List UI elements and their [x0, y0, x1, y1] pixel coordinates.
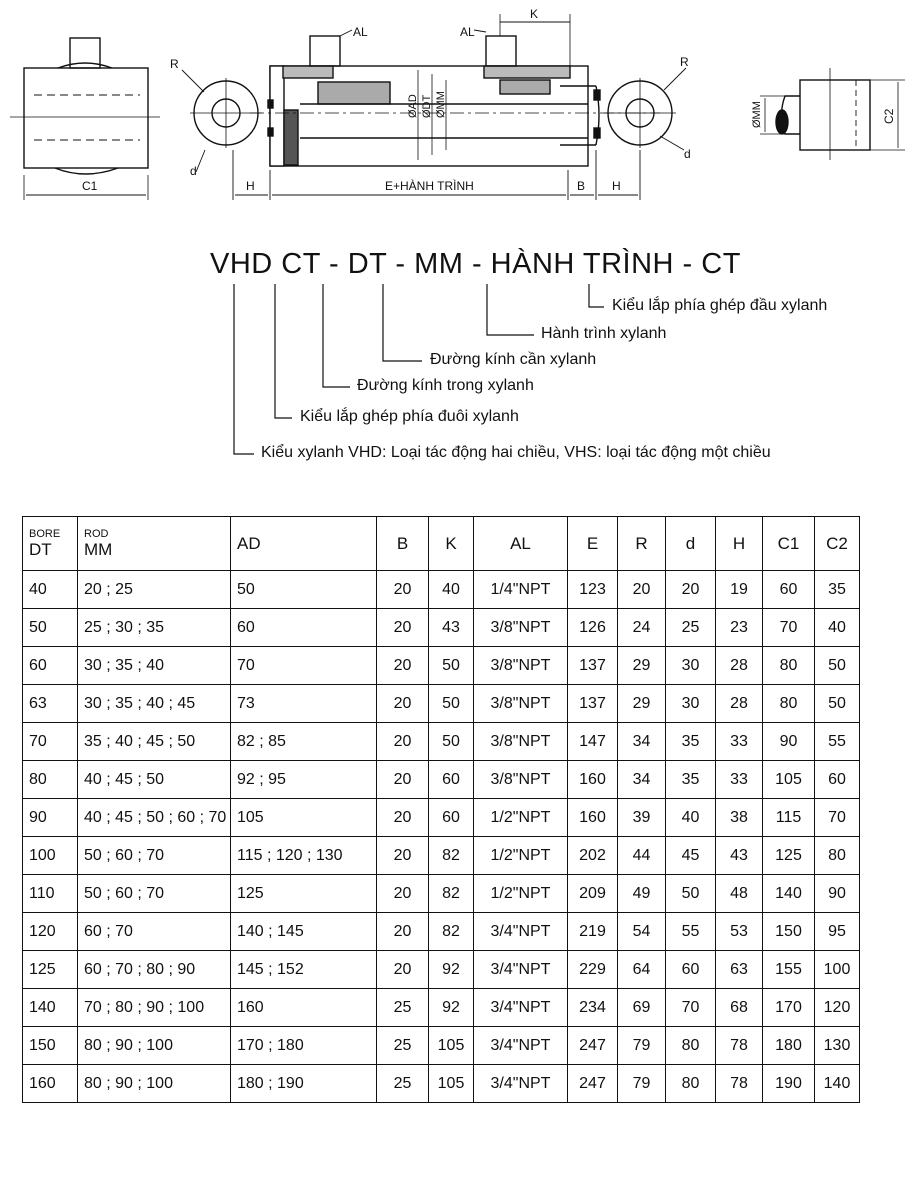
- h-right-label: H: [612, 179, 621, 193]
- cell-b: 20: [377, 875, 429, 913]
- cell-al: 3/8"NPT: [474, 647, 568, 685]
- cell-b: 25: [377, 1065, 429, 1103]
- cell-al: 3/4"NPT: [474, 989, 568, 1027]
- cell-ad: 180 ; 190: [231, 1065, 377, 1103]
- cell-h: 43: [716, 837, 763, 875]
- cell-r: 44: [618, 837, 666, 875]
- table-row: [23, 951, 860, 989]
- cell-c2: 130: [815, 1027, 860, 1065]
- d-right-label: d: [684, 147, 691, 161]
- cell-bore: 40: [23, 571, 78, 609]
- legend-item: Kiểu lắp ghép phía đuôi xylanh: [300, 408, 519, 425]
- table-row: [23, 685, 860, 723]
- header-rod-top: ROD: [84, 527, 109, 540]
- table-body: [23, 571, 860, 1103]
- cell-r: 79: [618, 1027, 666, 1065]
- cell-rod: 40 ; 45 ; 50 ; 60 ; 70: [78, 799, 231, 837]
- cell-b: 20: [377, 951, 429, 989]
- cell-k: 50: [429, 685, 474, 723]
- table-row: [23, 875, 860, 913]
- cell-c1: 115: [763, 799, 815, 837]
- cell-bore: 90: [23, 799, 78, 837]
- cell-b: 20: [377, 571, 429, 609]
- legend-item: Kiểu xylanh VHD: Loại tác động hai chiều, VHS: loại tác động một chiều: [261, 444, 771, 461]
- cell-b: 25: [377, 1027, 429, 1065]
- stroke-label: E+HÀNH TRÌNH: [385, 179, 474, 193]
- cell-c1: 105: [763, 761, 815, 799]
- cell-b: 20: [377, 761, 429, 799]
- header-rod-bottom: MM: [84, 539, 113, 559]
- c1-label: C1: [82, 179, 98, 193]
- cylinder-body: [250, 7, 660, 166]
- cell-d: 80: [666, 1065, 716, 1103]
- cell-b: 20: [377, 685, 429, 723]
- cell-al: 1/2"NPT: [474, 875, 568, 913]
- legend-item: Đường kính trong xylanh: [357, 377, 534, 394]
- cell-r: 79: [618, 1065, 666, 1103]
- cell-c2: 70: [815, 799, 860, 837]
- cell-rod: 35 ; 40 ; 45 ; 50: [78, 723, 231, 761]
- cell-r: 29: [618, 685, 666, 723]
- cell-c2: 50: [815, 647, 860, 685]
- cell-r: 29: [618, 647, 666, 685]
- cell-bore: 110: [23, 875, 78, 913]
- cell-ad: 115 ; 120 ; 130: [231, 837, 377, 875]
- cell-c2: 60: [815, 761, 860, 799]
- cell-b: 20: [377, 913, 429, 951]
- cell-c2: 120: [815, 989, 860, 1027]
- cell-c1: 125: [763, 837, 815, 875]
- cell-d: 70: [666, 989, 716, 1027]
- cell-bore: 150: [23, 1027, 78, 1065]
- cell-r: 34: [618, 761, 666, 799]
- b-label: B: [577, 179, 586, 193]
- cell-d: 35: [666, 723, 716, 761]
- legend-item: Hành trình xylanh: [541, 325, 667, 342]
- table-row: [23, 1065, 860, 1103]
- header-bore-bottom: DT: [29, 539, 52, 559]
- cell-ad: 70: [231, 647, 377, 685]
- cell-rod: 40 ; 45 ; 50: [78, 761, 231, 799]
- cell-bore: 70: [23, 723, 78, 761]
- cell-r: 39: [618, 799, 666, 837]
- cell-ad: 50: [231, 571, 377, 609]
- cell-h: 28: [716, 685, 763, 723]
- cell-e: 247: [568, 1027, 618, 1065]
- mm-label: ØMM: [435, 91, 447, 118]
- cell-al: 3/8"NPT: [474, 685, 568, 723]
- c2-label: C2: [882, 108, 896, 124]
- cell-h: 68: [716, 989, 763, 1027]
- col-ad: AD: [231, 517, 377, 571]
- cell-b: 20: [377, 799, 429, 837]
- cell-e: 160: [568, 761, 618, 799]
- cell-r: 34: [618, 723, 666, 761]
- cell-d: 40: [666, 799, 716, 837]
- cell-k: 82: [429, 913, 474, 951]
- cell-k: 82: [429, 837, 474, 875]
- cell-r: 24: [618, 609, 666, 647]
- cell-c1: 70: [763, 609, 815, 647]
- cell-d: 50: [666, 875, 716, 913]
- cell-rod: 20 ; 25: [78, 571, 231, 609]
- cell-k: 105: [429, 1065, 474, 1103]
- table-row: [23, 571, 860, 609]
- table-row: [23, 989, 860, 1027]
- cell-rod: 60 ; 70: [78, 913, 231, 951]
- cell-d: 55: [666, 913, 716, 951]
- ad-label: ØAD: [407, 94, 419, 118]
- cell-ad: 160: [231, 989, 377, 1027]
- cell-c1: 180: [763, 1027, 815, 1065]
- cell-k: 60: [429, 761, 474, 799]
- cell-c1: 80: [763, 685, 815, 723]
- cell-bore: 120: [23, 913, 78, 951]
- cell-rod: 60 ; 70 ; 80 ; 90: [78, 951, 231, 989]
- right-side-view: [751, 68, 905, 160]
- cell-r: 20: [618, 571, 666, 609]
- cell-al: 3/8"NPT: [474, 761, 568, 799]
- cell-b: 20: [377, 723, 429, 761]
- header-bore-top: BORE: [29, 527, 61, 540]
- cell-ad: 170 ; 180: [231, 1027, 377, 1065]
- cell-rod: 80 ; 90 ; 100: [78, 1027, 231, 1065]
- cell-ad: 105: [231, 799, 377, 837]
- cell-h: 63: [716, 951, 763, 989]
- cell-ad: 60: [231, 609, 377, 647]
- col-h: H: [716, 517, 763, 571]
- cell-e: 202: [568, 837, 618, 875]
- cell-ad: 73: [231, 685, 377, 723]
- col-e: E: [568, 517, 618, 571]
- table-row: [23, 647, 860, 685]
- col-bore: [23, 517, 78, 571]
- h-left-label: H: [246, 179, 255, 193]
- cell-k: 50: [429, 647, 474, 685]
- cell-e: 147: [568, 723, 618, 761]
- legend-item: Đường kính cần xylanh: [430, 351, 597, 368]
- cell-e: 234: [568, 989, 618, 1027]
- col-r: R: [618, 517, 666, 571]
- col-c1: C1: [763, 517, 815, 571]
- cell-h: 28: [716, 647, 763, 685]
- cell-d: 35: [666, 761, 716, 799]
- cell-rod: 50 ; 60 ; 70: [78, 875, 231, 913]
- cell-e: 137: [568, 685, 618, 723]
- cell-b: 25: [377, 989, 429, 1027]
- cell-d: 30: [666, 647, 716, 685]
- cell-al: 3/4"NPT: [474, 951, 568, 989]
- table-row: [23, 609, 860, 647]
- cell-al: 3/4"NPT: [474, 913, 568, 951]
- cell-e: 247: [568, 1065, 618, 1103]
- cell-c1: 170: [763, 989, 815, 1027]
- cell-b: 20: [377, 609, 429, 647]
- cell-al: 1/4"NPT: [474, 571, 568, 609]
- cell-k: 105: [429, 1027, 474, 1065]
- cell-al: 3/8"NPT: [474, 723, 568, 761]
- cell-c2: 35: [815, 571, 860, 609]
- cell-r: 49: [618, 875, 666, 913]
- front-eye: [604, 55, 691, 161]
- legend-item: Kiểu lắp phía ghép đầu xylanh: [612, 297, 828, 314]
- r-left-label: R: [170, 57, 179, 71]
- cell-c2: 100: [815, 951, 860, 989]
- cell-ad: 125: [231, 875, 377, 913]
- cell-k: 82: [429, 875, 474, 913]
- cell-rod: 30 ; 35 ; 40: [78, 647, 231, 685]
- cell-h: 48: [716, 875, 763, 913]
- table-row: [23, 913, 860, 951]
- cell-ad: 92 ; 95: [231, 761, 377, 799]
- cell-rod: 80 ; 90 ; 100: [78, 1065, 231, 1103]
- cell-r: 54: [618, 913, 666, 951]
- d-left-label: d: [190, 164, 197, 178]
- cell-bore: 60: [23, 647, 78, 685]
- cell-k: 92: [429, 951, 474, 989]
- cell-k: 60: [429, 799, 474, 837]
- cell-bore: 80: [23, 761, 78, 799]
- cell-ad: 145 ; 152: [231, 951, 377, 989]
- cell-c1: 155: [763, 951, 815, 989]
- cell-e: 126: [568, 609, 618, 647]
- cell-h: 53: [716, 913, 763, 951]
- mm-side-label: ØMM: [751, 101, 763, 128]
- cell-rod: 30 ; 35 ; 40 ; 45: [78, 685, 231, 723]
- cell-al: 3/4"NPT: [474, 1027, 568, 1065]
- cell-c1: 140: [763, 875, 815, 913]
- cell-al: 3/4"NPT: [474, 1065, 568, 1103]
- cell-bore: 160: [23, 1065, 78, 1103]
- cell-e: 229: [568, 951, 618, 989]
- al-left-label: AL: [353, 25, 368, 39]
- table-row: [23, 761, 860, 799]
- cell-c2: 90: [815, 875, 860, 913]
- cell-bore: 140: [23, 989, 78, 1027]
- cell-al: 1/2"NPT: [474, 837, 568, 875]
- cell-c2: 40: [815, 609, 860, 647]
- cell-r: 69: [618, 989, 666, 1027]
- cell-bore: 50: [23, 609, 78, 647]
- cell-k: 40: [429, 571, 474, 609]
- cell-ad: 140 ; 145: [231, 913, 377, 951]
- cell-bore: 100: [23, 837, 78, 875]
- table-row: [23, 1027, 860, 1065]
- col-d: d: [666, 517, 716, 571]
- cell-c2: 80: [815, 837, 860, 875]
- cell-h: 19: [716, 571, 763, 609]
- cell-rod: 70 ; 80 ; 90 ; 100: [78, 989, 231, 1027]
- cell-al: 1/2"NPT: [474, 799, 568, 837]
- cell-e: 209: [568, 875, 618, 913]
- col-k: K: [429, 517, 474, 571]
- cell-bore: 63: [23, 685, 78, 723]
- cell-e: 160: [568, 799, 618, 837]
- cell-c2: 55: [815, 723, 860, 761]
- table-row: [23, 723, 860, 761]
- r-right-label: R: [680, 55, 689, 69]
- cell-h: 78: [716, 1065, 763, 1103]
- cell-c2: 140: [815, 1065, 860, 1103]
- cell-r: 64: [618, 951, 666, 989]
- left-end-view: [10, 38, 160, 200]
- cell-c1: 190: [763, 1065, 815, 1103]
- cell-e: 137: [568, 647, 618, 685]
- cell-e: 219: [568, 913, 618, 951]
- cell-c1: 90: [763, 723, 815, 761]
- cell-d: 80: [666, 1027, 716, 1065]
- cell-k: 50: [429, 723, 474, 761]
- order-code-title: VHD CT - DT - MM - HÀNH TRÌNH - CT: [210, 248, 741, 280]
- cell-d: 45: [666, 837, 716, 875]
- cell-rod: 25 ; 30 ; 35: [78, 609, 231, 647]
- cell-c1: 80: [763, 647, 815, 685]
- cell-c1: 150: [763, 913, 815, 951]
- cell-b: 20: [377, 837, 429, 875]
- cell-d: 60: [666, 951, 716, 989]
- dt-label: ØDT: [421, 94, 433, 118]
- col-al: AL: [474, 517, 568, 571]
- cell-h: 33: [716, 723, 763, 761]
- col-b: B: [377, 517, 429, 571]
- cell-d: 20: [666, 571, 716, 609]
- cell-c2: 95: [815, 913, 860, 951]
- cell-k: 43: [429, 609, 474, 647]
- cell-h: 78: [716, 1027, 763, 1065]
- cell-d: 30: [666, 685, 716, 723]
- cell-c2: 50: [815, 685, 860, 723]
- rear-eye: [170, 57, 262, 178]
- cell-al: 3/8"NPT: [474, 609, 568, 647]
- dimension-table: [22, 516, 860, 1103]
- table-row: [23, 799, 860, 837]
- cell-b: 20: [377, 647, 429, 685]
- table-header-row: [23, 517, 860, 571]
- al-right-label: AL: [460, 25, 475, 39]
- cell-h: 33: [716, 761, 763, 799]
- cell-k: 92: [429, 989, 474, 1027]
- k-label: K: [530, 7, 539, 21]
- cell-e: 123: [568, 571, 618, 609]
- cell-c1: 60: [763, 571, 815, 609]
- cell-ad: 82 ; 85: [231, 723, 377, 761]
- col-c2: C2: [815, 517, 860, 571]
- table-row: [23, 837, 860, 875]
- cell-h: 23: [716, 609, 763, 647]
- cell-bore: 125: [23, 951, 78, 989]
- cell-d: 25: [666, 609, 716, 647]
- cylinder-technical-drawing: [0, 0, 913, 215]
- cell-h: 38: [716, 799, 763, 837]
- col-rod: [78, 517, 231, 571]
- cell-rod: 50 ; 60 ; 70: [78, 837, 231, 875]
